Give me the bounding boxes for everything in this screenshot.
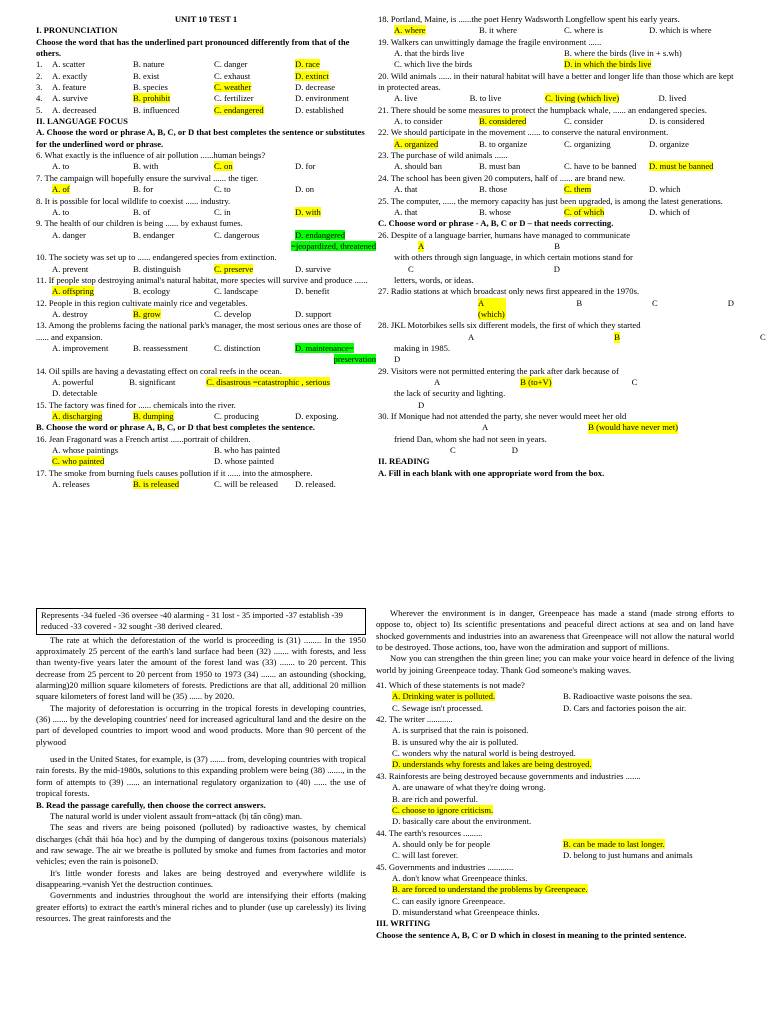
question-30: 30. If Monique had not attended the party, she never would meet her old (378, 411, 627, 422)
pronunciation-option: C. weather (214, 82, 252, 93)
q28-letter-d: D (394, 354, 401, 365)
question-27: 27. Radio stations at which broadcast only news first appeared in the 1970s. (378, 286, 640, 297)
question-23: 23. The purchase of wild animals ...... (378, 150, 508, 161)
q42-option-c: C. wonders why the natural world is being destroyed. (392, 748, 576, 759)
pronunciation-option: C. endangered (214, 104, 264, 115)
passage-a-paragraph-3: used in the United States, for example, is (37) ....... from, developing countries with tropical rain forests. By the mid-1980s, solutions to this expanding problem were being (38) ......., in the form of attempts to (39) ...... an international regulatory organization to (40) ...... the use of tropical forests. (36, 754, 366, 799)
question-21: 21. There should be some measures to protect the humpback whale, ...... an endangered species. (378, 104, 707, 115)
passage-a-paragraph-2: The majority of deforestation is occurring in the tropical forests in developing countries, (36) ....... by the developing countries' need for increased agricultural land and the desire on the part of developed countries to import wood and wood products. More than 90 percent of the plywood (36, 702, 366, 747)
question-7: 7. The campaign will hopefully ensure the survival ...... the tiger. (36, 172, 259, 183)
passage-b-paragraph-1: The natural world is under violent assault from=attack (bị tấn công) man. (50, 810, 303, 821)
question-14: 14. Oil spills are having a devastating effect on coral reefs in the ocean. (36, 365, 282, 376)
q19-options-2: C. which live the birds D. in which the birds live (394, 59, 652, 70)
q25-options: A. that B. whose C. of which D. which of (394, 206, 690, 217)
q18-options: A. where B. it where C. where is D. which is where (394, 25, 712, 36)
q26-line-2: with others through sign language, in which certain motions stand for (394, 252, 633, 263)
q27-letters: A (which) B C D (478, 297, 734, 319)
pronunciation-option: C. danger (214, 59, 248, 70)
question-26: 26. Despite of a language barrier, humans have managed to communicate (378, 229, 631, 240)
pronunciation-question: 2. A. exactly B. exist C. exhaust D. extinct (36, 70, 329, 81)
q30-line-2: friend Dan, whom she had not seen in years. (394, 433, 547, 444)
q28-line-2: making in 1985. (394, 342, 451, 353)
q20-options: A. live B. to live C. living (which live) D. lived (394, 93, 687, 104)
question-11: 11. If people stop destroying animal's natural habitat, more species will survive and produce ...... (36, 274, 368, 285)
q43-option-b: B. are rich and powerful. (392, 793, 478, 804)
q16-options-2: C. who painted D. whose painted (52, 456, 274, 467)
q12-options: A. destroy B. grow C. develop D. support (52, 308, 332, 319)
passage-b-paragraph-2: The seas and rivers are being poisoned (polluted) by radioactive wastes, by chemical discharges (chất thải hóa học) and by the dumping of dangerous toxins (poisonous materials) and raw sewage. The air we breathe is polluted by smoke and fumes from factories and motor vehicles; even the rain is poisoneD. (36, 822, 366, 867)
question-25: 25. The computer, ...... the memory capacity has just been upgraded, is among the latest generations. (378, 195, 723, 206)
q29-line-2: the lack of security and lighting. (394, 388, 506, 399)
q7-options: A. of B. for C. to D. on (52, 184, 315, 195)
question-22: 22. We should participate in the movement ...... to conserve the natural environment. (378, 127, 669, 138)
pronunciation-list (36, 59, 376, 116)
question-28: 28. JKL Motorbikes sells six different models, the first of which they started (378, 320, 641, 331)
question-16: 16. Jean Fragonard was a French artist ......portrait of children. (36, 433, 251, 444)
language-focus-instruction-a: A. Choose the word or phrase A, B, C, or D that best completes the sentence or substitutes for the underlined word or phrase. (36, 127, 365, 149)
q14-option-d: D. detectable (52, 388, 98, 399)
pronunciation-option: D. extinct (295, 70, 329, 81)
column-right-top (378, 14, 766, 574)
q16-options-1: A. whose paintings B. who has painted (52, 445, 280, 456)
q14-options: A. powerful B. significant C. disastrous =catastrophic , serious (52, 377, 330, 387)
q11-options: A. offspring B. ecology C. landscape D. benefit (52, 286, 330, 297)
pronunciation-option: D. decrease (295, 82, 336, 93)
question-45: 45. Governments and industries ............ (376, 861, 514, 872)
pronunciation-option: D. race (295, 59, 320, 70)
question-18: 18. Portland, Maine, is ......the poet Henry Wadsworth Longfellow spent his early years. (378, 14, 680, 24)
question-10: 10. The society was set up to ...... endangered species from extinction. (36, 252, 277, 263)
question-29: 29. Visitors were not permitted entering the park after dark because of (378, 365, 619, 376)
question-15: 15. The factory was fined for ...... chemicals into the river. (36, 399, 236, 410)
q23-options: A. should ban B. must ban C. have to be banned D. must be banned (394, 161, 714, 172)
question-43: 43. Rainforests are being destroyed because governments and industries ....... (376, 770, 641, 781)
q15-options: A. discharging B. dumping C. producing D. exposing. (52, 411, 339, 422)
pronunciation-question: 3. A. feature B. species C. weather D. decrease (36, 82, 336, 93)
pronunciation-option: A. survive (52, 93, 88, 104)
q29-letters: A B (to+V) C (434, 377, 638, 387)
q22-options: A. organized B. to organize C. organizing D. organize (394, 138, 689, 149)
section-writing: III. WRITING (376, 918, 431, 929)
q17-options: A. releases B. is released C. will be released D. released. (52, 479, 336, 490)
pronunciation-question: 1. A. scatter B. nature C. danger D. race (36, 59, 320, 70)
question-24: 24. The school has been given 20 computers, half of ...... are brand new. (378, 172, 625, 183)
q45-option-b: B. are forced to understand the problems by Greenpeace. (392, 884, 588, 895)
question-20: 20. Wild animals ...... in their natural habitat will have a better and longer life than those which are kept in protected areas. (378, 70, 734, 93)
pronunciation-option: B. prohibit (133, 93, 171, 104)
pronunciation-option: A. feature (52, 82, 87, 93)
passage-b-paragraph-5: Wherever the environment is in danger, Greenpeace has made a stand (made strong efforts to oppose to, object to) Its scientific presentations and peaceful direct actions at sea and on land have shocked governments and industries into an awareness that Greenpeace will not allow the natural world to be destroyed. Those actions, too, have won the admiration and support of millions. (376, 608, 734, 653)
q43-option-c: C. choose to ignore criticism. (392, 804, 494, 815)
q44-options-1: A. should only be for people B. can be made to last longer. (392, 838, 665, 849)
pronunciation-question: 5. A. decreased B. influenced C. endangered D. established (36, 104, 344, 115)
q43-option-d: D. basically care about the environment. (392, 816, 532, 827)
pronunciation-option: B. nature (133, 59, 165, 70)
question-8: 8. It is possible for local wildlife to coexist ...... industry. (36, 195, 231, 206)
section-c-instruction: C. Choose word or phrase - A, B, C or D – that needs correcting. (378, 218, 614, 229)
column-right-bottom (376, 608, 734, 1024)
pronunciation-option: D. established (295, 104, 344, 115)
column-left-top (36, 14, 376, 574)
question-19: 19. Walkers can unwittingly damage the fragile environment ...... (378, 36, 602, 47)
q26-letters-2: C D (408, 263, 560, 274)
q19-options-1: A. that the birds live B. where the birds (live in + s.wh) (394, 48, 682, 59)
q42-option-d: D. understands why forests and lakes are being destroyed. (392, 759, 592, 770)
q44-options-2: C. will last forever. D. belong to just humans and animals (392, 850, 693, 861)
passage-b-paragraph-4: Governments and industries throughout the world are intensifying their efforts (making greater efforts) to extract the earth's mineral riches and to plunder (use up carelessly) its living resources. The great rainforests and the (36, 890, 366, 923)
q30-letters-2: C D (450, 445, 518, 456)
question-41: 41. Which of these statements is not made? (376, 680, 525, 691)
q6-options: A. to B. with C. on D. for (52, 161, 316, 172)
question-6: 6. What exactly is the influence of air pollution ......human beings? (36, 150, 266, 161)
pronunciation-option: C. fertilizer (214, 93, 254, 104)
language-focus-instruction-b: B. Choose the word or phrase A, B, C, or D that best completes the sentence. (36, 422, 315, 433)
question-9: 9. The health of our children is being ...... by exhaust fumes. (36, 218, 243, 229)
passage-a-paragraph-1: The rate at which the deforestation of the world is proceeding is (31) ........ In the 1950 approximately 25 percent of the earth's land surface had been (32) ....... with forests, and less than twenty-five years later the amount of the forest land was (33) ....... to 20 percent. This decrease from 25 percent to 20 percent from 1950 to 1973 (34) ....... an astounding (shocking, alarming)20 million square kilometers of forests. Predictions are that all, additional 20 million square kilometers of forest land will be (35) ...... by 2020. (36, 634, 366, 702)
column-left-bottom (36, 608, 366, 1024)
q26-line-3: letters, words, or ideas. (394, 274, 474, 285)
passage-b-paragraph-6: Now you can strengthen the thin green line; you can make your voice heard in defence of the living world by joining Greenpeace today. Thank God someone's making waves. (376, 653, 734, 675)
q8-options: A. to B. of C. in D. with (52, 206, 321, 217)
q45-option-d: D. misunderstand what Greenpeace thinks. (392, 906, 540, 917)
word-box: Represents -34 fueled -36 oversee -40 alarming - 31 lost - 35 imported -37 establish -39 reduced -33 covered - 32 sought -38 derived cleared. (36, 608, 366, 635)
q13-note: preservation (333, 354, 376, 365)
q13-options: A. improvement B. reassessment C. distinction D. maintenance= (52, 342, 354, 353)
question-13: 13. Among the problems facing the national park's manager, the most serious ones are those of ...... and expansion. (36, 320, 362, 342)
pronunciation-option: A. exactly (52, 70, 88, 81)
reading-instruction-a: A. Fill in each blank with one appropriate word from the box. (378, 467, 605, 478)
pronunciation-option: A. scatter (52, 59, 85, 70)
q24-options: A. that B. those C. them D. which (394, 184, 681, 195)
pronunciation-instruction: Choose the word that has the underlined part pronounced differently from that of the others. (36, 36, 350, 59)
pronunciation-option: B. species (133, 82, 168, 93)
pronunciation-question: 4. A. survive B. prohibit C. fertilizer D. environment (36, 93, 349, 104)
q42-option-a: A. is surprised that the rain is poisoned. (392, 725, 529, 736)
q30-letters: A B (would have never met) (482, 422, 678, 433)
test-title: UNIT 10 TEST 1 (174, 14, 238, 24)
pronunciation-option: B. exist (133, 70, 160, 81)
q9-note: =jeopardized, threatened (290, 240, 376, 251)
q29-letter-d: D (418, 399, 425, 410)
pronunciation-option: C. exhaust (214, 70, 251, 81)
question-17: 17. The smoke from burning fuels causes pollution if it ...... into the atmosphere. (36, 467, 313, 478)
q28-letters: A B C (468, 331, 766, 342)
section-pronunciation: I. PRONUNCIATION (36, 25, 118, 36)
writing-instruction: Choose the sentence A, B, C or D which in closest in meaning to the printed sentence. (376, 929, 687, 940)
q21-options: A. to consider B. considered C. consider D. is considered (394, 116, 705, 127)
reading-instruction-b: B. Read the passage carefully, then choose the correct answers. (36, 799, 266, 810)
question-44: 44. The earth's resources ......... (376, 827, 483, 838)
q42-option-b: B. is unsured why the air is polluted. (392, 736, 519, 747)
section-language-focus: II. LANGUAGE FOCUS (36, 116, 128, 127)
pronunciation-option: D. environment (295, 93, 349, 104)
q9-options: A. danger B. endanger C. dangerous D. endangered (52, 229, 346, 240)
q10-options: A. prevent B. distinguish C. preserve D. survive (52, 263, 331, 274)
passage-b-paragraph-3: It's little wonder forests and lakes are being destroyed and everywhere wildlife is disappearing.=vanish Yet the destruction continues. (36, 867, 366, 889)
q45-option-c: C. can easily ignore Greenpeace. (392, 895, 506, 906)
question-12: 12. People in this region cultivate mainly rice and vegetables. (36, 297, 248, 308)
question-42: 42. The writer ............ (376, 714, 453, 725)
pronunciation-option: B. influenced (133, 104, 180, 115)
q45-option-a: A. don't know what Greenpeace thinks. (392, 872, 528, 883)
q41-options-1: A. Drinking water is polluted. B. Radioactive waste poisons the sea. (392, 691, 693, 702)
section-reading: II. READING (378, 456, 430, 467)
q41-options-2: C. Sewage isn't processed. D. Cars and factories poison the air. (392, 702, 687, 713)
q26-letters-1: A B (418, 240, 560, 251)
q43-option-a: A. are unaware of what they're doing wrong. (392, 782, 546, 793)
pronunciation-option: A. decreased (52, 104, 97, 115)
